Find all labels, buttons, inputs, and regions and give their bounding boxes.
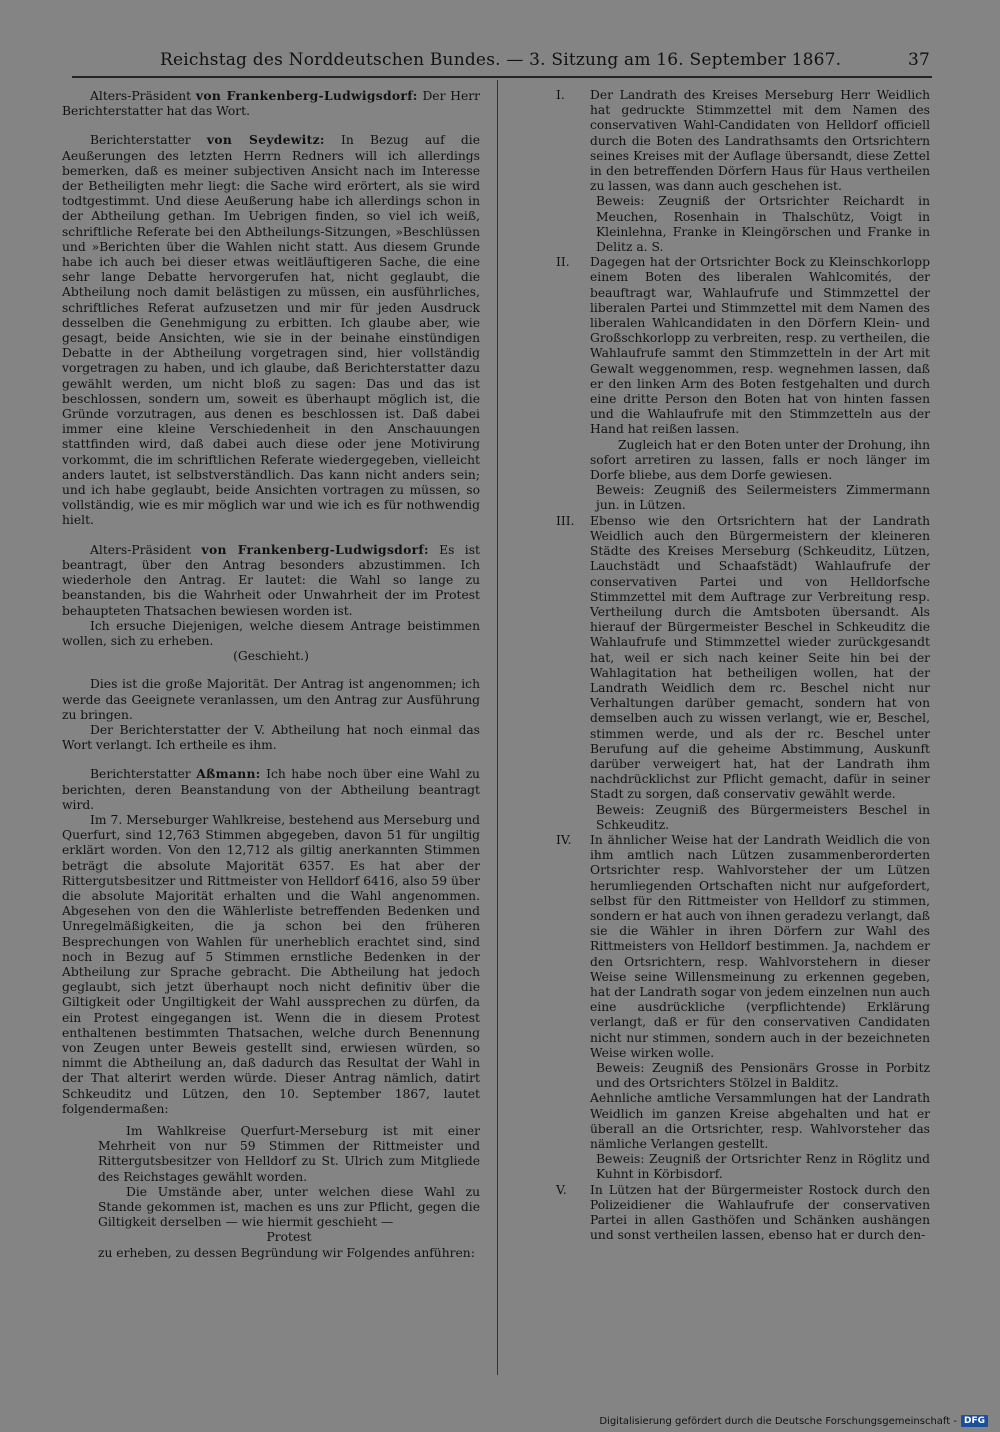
speech-paragraph	[62, 542, 480, 619]
speaker-name: von Seydewitz:	[206, 132, 325, 148]
quoted-paragraph: Im Wahlkreise Querfurt-Merseburg ist mit einer Mehrheit von nur 59 Stimmen der Rittmeister und Rittergutsbesitzer von Helldorf zu St. Ulrich zum Mitgliede des Reichstages gewählt worden.	[98, 1124, 480, 1184]
footer	[599, 1413, 988, 1429]
quoted-paragraph: Die Umstände aber, unter welchen diese Wahl zu Stande gekommen ist, machen es uns zur Pflicht, gegen die Giltigkeit derselben — wie hiermit geschieht —	[98, 1184, 480, 1230]
right-column	[556, 88, 930, 1243]
protest-item	[556, 514, 930, 803]
speaker-name: Aßmann:	[196, 766, 261, 782]
item-text: Ebenso wie den Ortsrichtern hat der Landrath Weidlich auch den Bürgermeistern der kleineren Städte des Kreises Merseburg (Schkeuditz, Lützen, Lauchstädt und Schaafstädt) Wahlaufrufe der conservativen Partei und von Helldorfsche Stimmzettel mit dem Auftrage zur Verbreitung resp. Vertheilung durch die Amtsboten übersandt. Als hierauf der Bürgermeister Beschel in Schkeuditz die Wahlaufrufe und Stimmzettel wieder zurückgesandt hat, weil er sich nach keiner Seite hin bei der Wahlagitation hat betheiligen wollen, hat der Landrath Weidlich dem rc. Beschel nicht nur Verhaltungen darüber gemacht, sondern hat von demselben auch zu wissen verlangt, wie er, Beschel, stimmen werde, und als der rc. Beschel unter Berufung auf die geheime Abstimmung, Auskunft darüber verweigert hat, hat der Landrath ihm nachdrücklichst zur Pflicht gemacht, dafür in seiner Stadt zu sorgen, daß conservativ gewählt werde.	[590, 513, 930, 802]
speaker-name: von Frankenberg-Ludwigsdorf:	[201, 541, 429, 557]
evidence-line: Beweis: Zeugniß des Pensionärs Grosse in Porbitz und des Ortsrichters Stölzel in Balditz.	[596, 1061, 930, 1091]
spacer	[62, 664, 480, 677]
evidence-line: Beweis: Zeugniß der Ortsrichter Renz in Röglitz und Kuhnt in Körbisdorf.	[596, 1152, 930, 1182]
speech-text: Der Herr Berichterstatter hat das Wort.	[62, 89, 480, 119]
protest-item	[556, 255, 930, 437]
paragraph: Im 7. Merseburger Wahlkreise, bestehend aus Merseburg und Querfurt, sind 12,763 Stimmen abgegeben, davon 51 für ungiltig erklärt worden. Von den 12,712 als giltig anerkannten Stimmen beträgt die absolute Majorität 6357. Es hat aber der Rittergutsbesitzer und Rittmeister von Helldorf 6416, also 59 über die absolute Majorität erhalten und die Wahl angenommen. Abgesehen von den die Wählerliste betreffenden Bedenken und Unregelmäßigkeiten, die ja schon bei den früheren Besprechungen von Wahlen für unerheblich erachtet sind, sind noch in Bezug auf 5 Stimmen ernstliche Bedenken in der Abtheilung zur Sprache gebracht. Die Abtheilung hat jedoch geglaubt, sich jetzt überhaupt noch nicht definitiv über die Giltigkeit oder Ungiltigkeit der Wahl aussprechen zu dürfen, da ein Protest eingegangen ist. Wenn die in diesem Protest enthaltenen bestimmten Thatsachen, welche durch Benennung von Zeugen unter Beweis gestellt sind, erwiesen würden, so nimmt die Abtheilung an, daß dadurch das Resultat der Wahl in der That alterirt werden würde. Dieser Antrag nämlich, datirt Schkeuditz und Lützen, den 10. September 1867, lautet folgendermaßen:	[62, 812, 480, 1116]
item-number: IV.	[556, 832, 572, 847]
evidence-line: Beweis: Zeugniß des Seilermeisters Zimmermann jun. in Lützen.	[596, 483, 930, 513]
speaker-role: Alters-Präsident	[90, 89, 192, 103]
speaker-role: Alters-Präsident	[90, 542, 192, 557]
speech-paragraph	[62, 88, 480, 119]
item-text: Der Landrath des Kreises Merseburg Herr Weidlich hat gedruckte Stimmzettel mit dem Namen des conservativen Wahl-Candidaten von Helldorf officiell durch die Boten des Landrathsamts den Ortsrichtern seines Kreises mit der Auflage übersandt, diese Zettel in den betreffenden Dörfern Haus für Haus vertheilen zu lassen, was dann auch geschehen ist.	[590, 88, 930, 194]
evidence-line: Beweis: Zeugniß der Ortsrichter Reichardt in Meuchen, Rosenhain in Thalschütz, Voigt in Kleinlehna, Franke in Kleingörschen und Franke in Delitz a. S.	[596, 194, 930, 255]
dfg-logo: DFG	[961, 1415, 988, 1427]
item-number: III.	[556, 513, 575, 528]
evidence-line: Beweis: Zeugniß des Bürgermeisters Beschel in Schkeuditz.	[596, 802, 930, 832]
quoted-heading: Protest	[266, 1230, 312, 1245]
stage-direction: (Geschieht.)	[233, 649, 309, 664]
spacer	[62, 119, 480, 132]
protest-item	[556, 1183, 930, 1244]
item-text: In Lützen hat der Bürgermeister Rostock durch den Polizeidiener die Wahlaufrufe der conservativen Partei in allen Gasthöfen und Schänken aushängen und sonst vertheilen lassen, ebenso hat er durch den-	[590, 1182, 930, 1243]
paragraph: Der Berichterstatter der V. Abtheilung hat noch einmal das Wort verlangt. Ich ertheile es ihm.	[62, 722, 480, 753]
protest-item	[556, 88, 930, 194]
paragraph: Ich ersuche Diejenigen, welche diesem Antrage beistimmen wollen, sich zu erheben.	[62, 618, 480, 648]
page-number: 37	[907, 50, 930, 70]
protest-item	[556, 833, 930, 1061]
header-rule	[72, 76, 932, 78]
item-text: In ähnlicher Weise hat der Landrath Weidlich die von ihm amtlich nach Lützen zusammenberorderten Ortsrichter resp. Wahlvorsteher der um Lützen herumliegenden Ortschaften nicht nur aufgefordert, selbst für den Rittmeister von Helldorf zu stimmen, sondern er hat auch von ihnen geradezu verlangt, daß sie die Wähler in ihren Dörfern zur Wahl des Rittmeisters von Helldorf bestimmen. Ja, nachdem er den Ortsrichtern, resp. Wahlvorstehern in dieser Weise seine Willensmeinung zu erkennen gegeben, hat der Landrath sogar von jedem einzelnen nun auch eine ausdrückliche (verpflichtende) Erklärung verlangt, daß er für den conservativen Candidaten nicht nur stimmen, sondern auch in der bezeichneten Weise wirken wolle.	[590, 832, 930, 1060]
header-title: Reichstag des Norddeutschen Bundes. — 3. Sitzung am 16. September 1867.	[160, 50, 842, 70]
item-number: II.	[556, 255, 570, 270]
speaker-name: von Frankenberg-Ludwigsdorf:	[195, 88, 418, 103]
item-text: Dagegen hat der Ortsrichter Bock zu Kleinschkorlopp einem Boten des liberalen Wahlcomités, der beauftragt war, Wahlaufrufe und Stimmzettel der liberalen Partei und Stimmzettel mit dem Namen des liberalen Wahlcandidaten in den Dörfern Klein- und Großschkorlopp zu verbreiten, resp. zu vertheilen, die Wahlaufrufe sammt den Stimmzetteln in der Art mit Gewalt weggenommen, resp. wegnehmen lassen, daß er den linken Arm des Boten festgehalten und durch eine dritte Person den Boten hat von hinten fassen und die Wahlaufrufe mit den Stimmzetteln aus der Hand hat reißen lassen.	[590, 255, 930, 437]
page-header	[160, 50, 930, 74]
left-column	[62, 88, 480, 1261]
speech-text: Ich habe noch über eine Wahl zu berichten, deren Beanstandung von der Abtheilung beantragt wird.	[62, 767, 480, 812]
item-number: V.	[556, 1182, 567, 1197]
spacer	[62, 529, 480, 542]
spacer	[62, 1117, 480, 1124]
spacer	[62, 753, 480, 766]
item-paragraph: Aehnliche amtliche Versammlungen hat der Landrath Weidlich im ganzen Kreise abgehalten und hat er überall an die Ortsrichter, resp. Wahlvorsteher das nämliche Verlangen gestellt.	[590, 1091, 930, 1152]
speech-paragraph	[62, 766, 480, 813]
speech-text: Es ist beantragt, über den Antrag besonders abzustimmen. Ich wiederhole den Antrag. Er lautet: die Wahl so lange zu beanstanden, bis die Wahrheit oder Unwahrheit der im Protest behaupteten Thatsachen bewiesen worden ist.	[62, 542, 480, 618]
speaker-role: Berichterstatter	[90, 767, 191, 782]
quoted-paragraph: zu erheben, zu dessen Begründung wir Folgendes anführen:	[98, 1245, 475, 1260]
paragraph: Dies ist die große Majorität. Der Antrag ist angenommen; ich werde das Geeignete veranlassen, um den Antrag zur Ausführung zu bringen.	[62, 677, 480, 722]
speech-paragraph	[62, 132, 480, 528]
item-paragraph: Zugleich hat er den Boten unter der Drohung, ihn sofort arretiren zu lassen, falls er noch länger im Dorfe bliebe, aus dem Dorfe gewiesen.	[590, 437, 930, 483]
item-number: I.	[556, 88, 565, 102]
footer-text: Digitalisierung gefördert durch die Deutsche Forschungsgemeinschaft -	[599, 1415, 957, 1427]
column-separator	[497, 80, 498, 1375]
speaker-role: Berichterstatter	[90, 133, 191, 148]
speech-text: In Bezug auf die Aeußerungen des letzten Herrn Redners will ich allerdings bemerken, daß es meiner subjectiven Ansicht nach im Interesse der Betheiligten mehr liegt: die Sache wird erörtert, als sie wird todtgestimmt. Und diese Aeußerung habe ich allerdings schon in der Abtheilung gethan. Im Uebrigen finden, so viel ich weiß, schriftliche Referate bei den Abtheilungs-Sitzungen, »Beschlüssen und »Berichten über die Wahlen nicht statt. Aus diesem Grunde habe ich auch bei dieser etwas weitläuftigeren Sache, die eine sehr lange Debatte hervorgerufen hat, nicht geglaubt, die Abtheilung noch damit belästigen zu müssen, ein ausführliches, schriftliches Referat aufzusetzen und mir für jeden Ausdruck desselben die Genehmigung zu erbitten. Ich glaube aber, wie gesagt, beide Ansichten, wie sie in der beinahe einstündigen Debatte in der Abtheilung vorgetragen sind, hier vollständig vorgetragen zu haben, und ich glaube, daß Berichterstatter dazu gewählt werden, um nicht bloß zu sagen: Das und das ist beschlossen, sondern um, soweit es überhaupt möglich ist, die Gründe vorzutragen, aus denen es beschlossen ist. Daß dabei immer eine kleine Verschiedenheit in den Anschauungen stattfinden wird, daß dabei auch diese oder jene Motivirung vorkommt, die im schriftlichen Referate wiedergegeben, vielleicht anders lautet, ist selbstverständlich. Das kann nicht anders sein; und ich habe geglaubt, beide Ansichten vortragen zu müssen, so vollständig, wie es mir möglich war und wie ich es für nothwendig hielt.	[62, 133, 480, 528]
